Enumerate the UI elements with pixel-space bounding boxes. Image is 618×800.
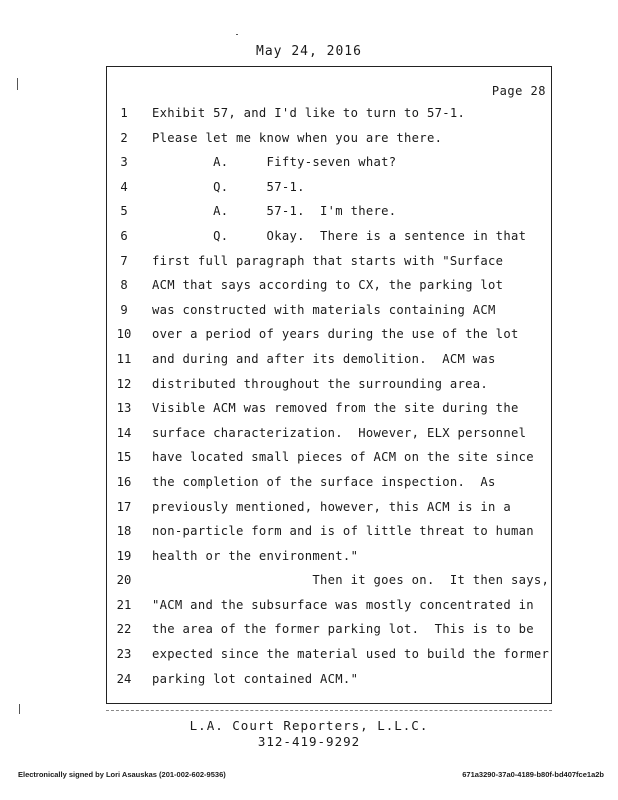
scan-speck: [17, 78, 18, 90]
line-number: 11: [116, 351, 132, 366]
line-number: 7: [120, 253, 128, 268]
line-text: the completion of the surface inspection. As: [152, 474, 496, 489]
page-number: Page 28: [491, 84, 546, 98]
transcript-line: [108, 298, 552, 323]
line-text: Visible ACM was removed from the site during the: [152, 401, 519, 416]
transcript-line: [108, 199, 552, 224]
transcript-line: [108, 101, 552, 126]
transcript-line: [108, 421, 552, 446]
line-number: 4: [120, 179, 128, 194]
deposition-date: May 24, 2016: [256, 44, 362, 59]
transcript-line: [108, 544, 552, 569]
transcript-line: [108, 249, 552, 274]
line-number: 3: [120, 155, 128, 170]
scan-speck: [19, 704, 20, 714]
transcript-line: [108, 175, 552, 200]
line-number: 24: [116, 671, 132, 686]
transcript-line: [108, 372, 552, 397]
line-text: first full paragraph that starts with "Surface: [152, 253, 504, 268]
line-text: parking lot contained ACM.": [152, 671, 359, 686]
line-number: 6: [120, 228, 128, 243]
line-number: 15: [116, 450, 132, 465]
transcript-line: [108, 568, 552, 593]
line-number: 5: [120, 204, 128, 219]
line-text: health or the environment.": [152, 548, 359, 563]
line-text: A. 57-1. I'm there.: [152, 204, 397, 219]
transcript-line: [108, 322, 552, 347]
line-number: 21: [116, 597, 132, 612]
document-id: 671a3290-37a0-4189-b80f-bd407fce1a2b: [462, 770, 604, 779]
line-number: 9: [120, 302, 128, 317]
line-text: surface characterization. However, ELX personnel: [152, 425, 527, 440]
line-text: over a period of years during the use of the lot: [152, 327, 519, 342]
transcript-line: [108, 667, 552, 692]
line-number: 14: [116, 425, 132, 440]
transcript-line: [108, 126, 552, 151]
footer-divider: [106, 710, 552, 711]
line-text: expected since the material used to build the former: [152, 647, 550, 662]
line-number: 17: [116, 499, 132, 514]
transcript-line: [108, 273, 552, 298]
transcript-line: [108, 347, 552, 372]
line-number: 10: [116, 327, 132, 342]
line-number: 2: [120, 130, 128, 145]
line-text: Exhibit 57, and I'd like to turn to 57-1.: [152, 106, 466, 120]
transcript-line: [108, 470, 552, 495]
line-text: and during and after its demolition. ACM was: [152, 351, 496, 366]
scan-speck: [236, 34, 238, 35]
line-text: the area of the former parking lot. This is to be: [152, 622, 534, 637]
transcript-line: [108, 642, 552, 667]
transcript-line: [108, 445, 552, 470]
line-number: 20: [116, 573, 132, 588]
line-text: "ACM and the subsurface was mostly concentrated in: [152, 597, 534, 612]
electronic-signature-note: Electronically signed by Lori Asauskas (201-002-602-9536): [18, 770, 226, 779]
line-number: 19: [116, 548, 132, 563]
line-number: 22: [116, 622, 132, 637]
transcript-line: [108, 224, 552, 249]
line-number: 16: [116, 474, 132, 489]
line-text: Q. 57-1.: [152, 179, 305, 194]
line-number: 23: [116, 647, 132, 662]
transcript-line: [108, 617, 552, 642]
line-number: 1: [120, 106, 128, 120]
transcript-line: [108, 519, 552, 544]
transcript-line: [108, 593, 552, 618]
transcript-line: [108, 495, 552, 520]
transcript-body: [108, 101, 552, 691]
line-text: Then it goes on. It then says,: [152, 573, 550, 588]
line-text: ACM that says according to CX, the parking lot: [152, 278, 504, 293]
line-text: Q. Okay. There is a sentence in that: [152, 228, 527, 243]
line-text: was constructed with materials containing ACM: [152, 302, 496, 317]
court-reporter-phone: 312-419-9292: [257, 734, 361, 749]
line-text: previously mentioned, however, this ACM is in a: [152, 499, 511, 514]
transcript-line: [108, 150, 552, 175]
line-text: Please let me know when you are there.: [152, 130, 443, 145]
line-number: 13: [116, 401, 132, 416]
transcript-line: [108, 396, 552, 421]
line-text: distributed throughout the surrounding area.: [152, 376, 489, 391]
line-text: non-particle form and is of little threat to human: [152, 524, 534, 539]
line-number: 18: [116, 524, 132, 539]
court-reporter-company: L.A. Court Reporters, L.L.C.: [189, 718, 429, 733]
line-number: 8: [120, 278, 128, 293]
line-number: 12: [116, 376, 132, 391]
line-text: have located small pieces of ACM on the site since: [152, 450, 534, 465]
line-text: A. Fifty-seven what?: [152, 155, 397, 170]
